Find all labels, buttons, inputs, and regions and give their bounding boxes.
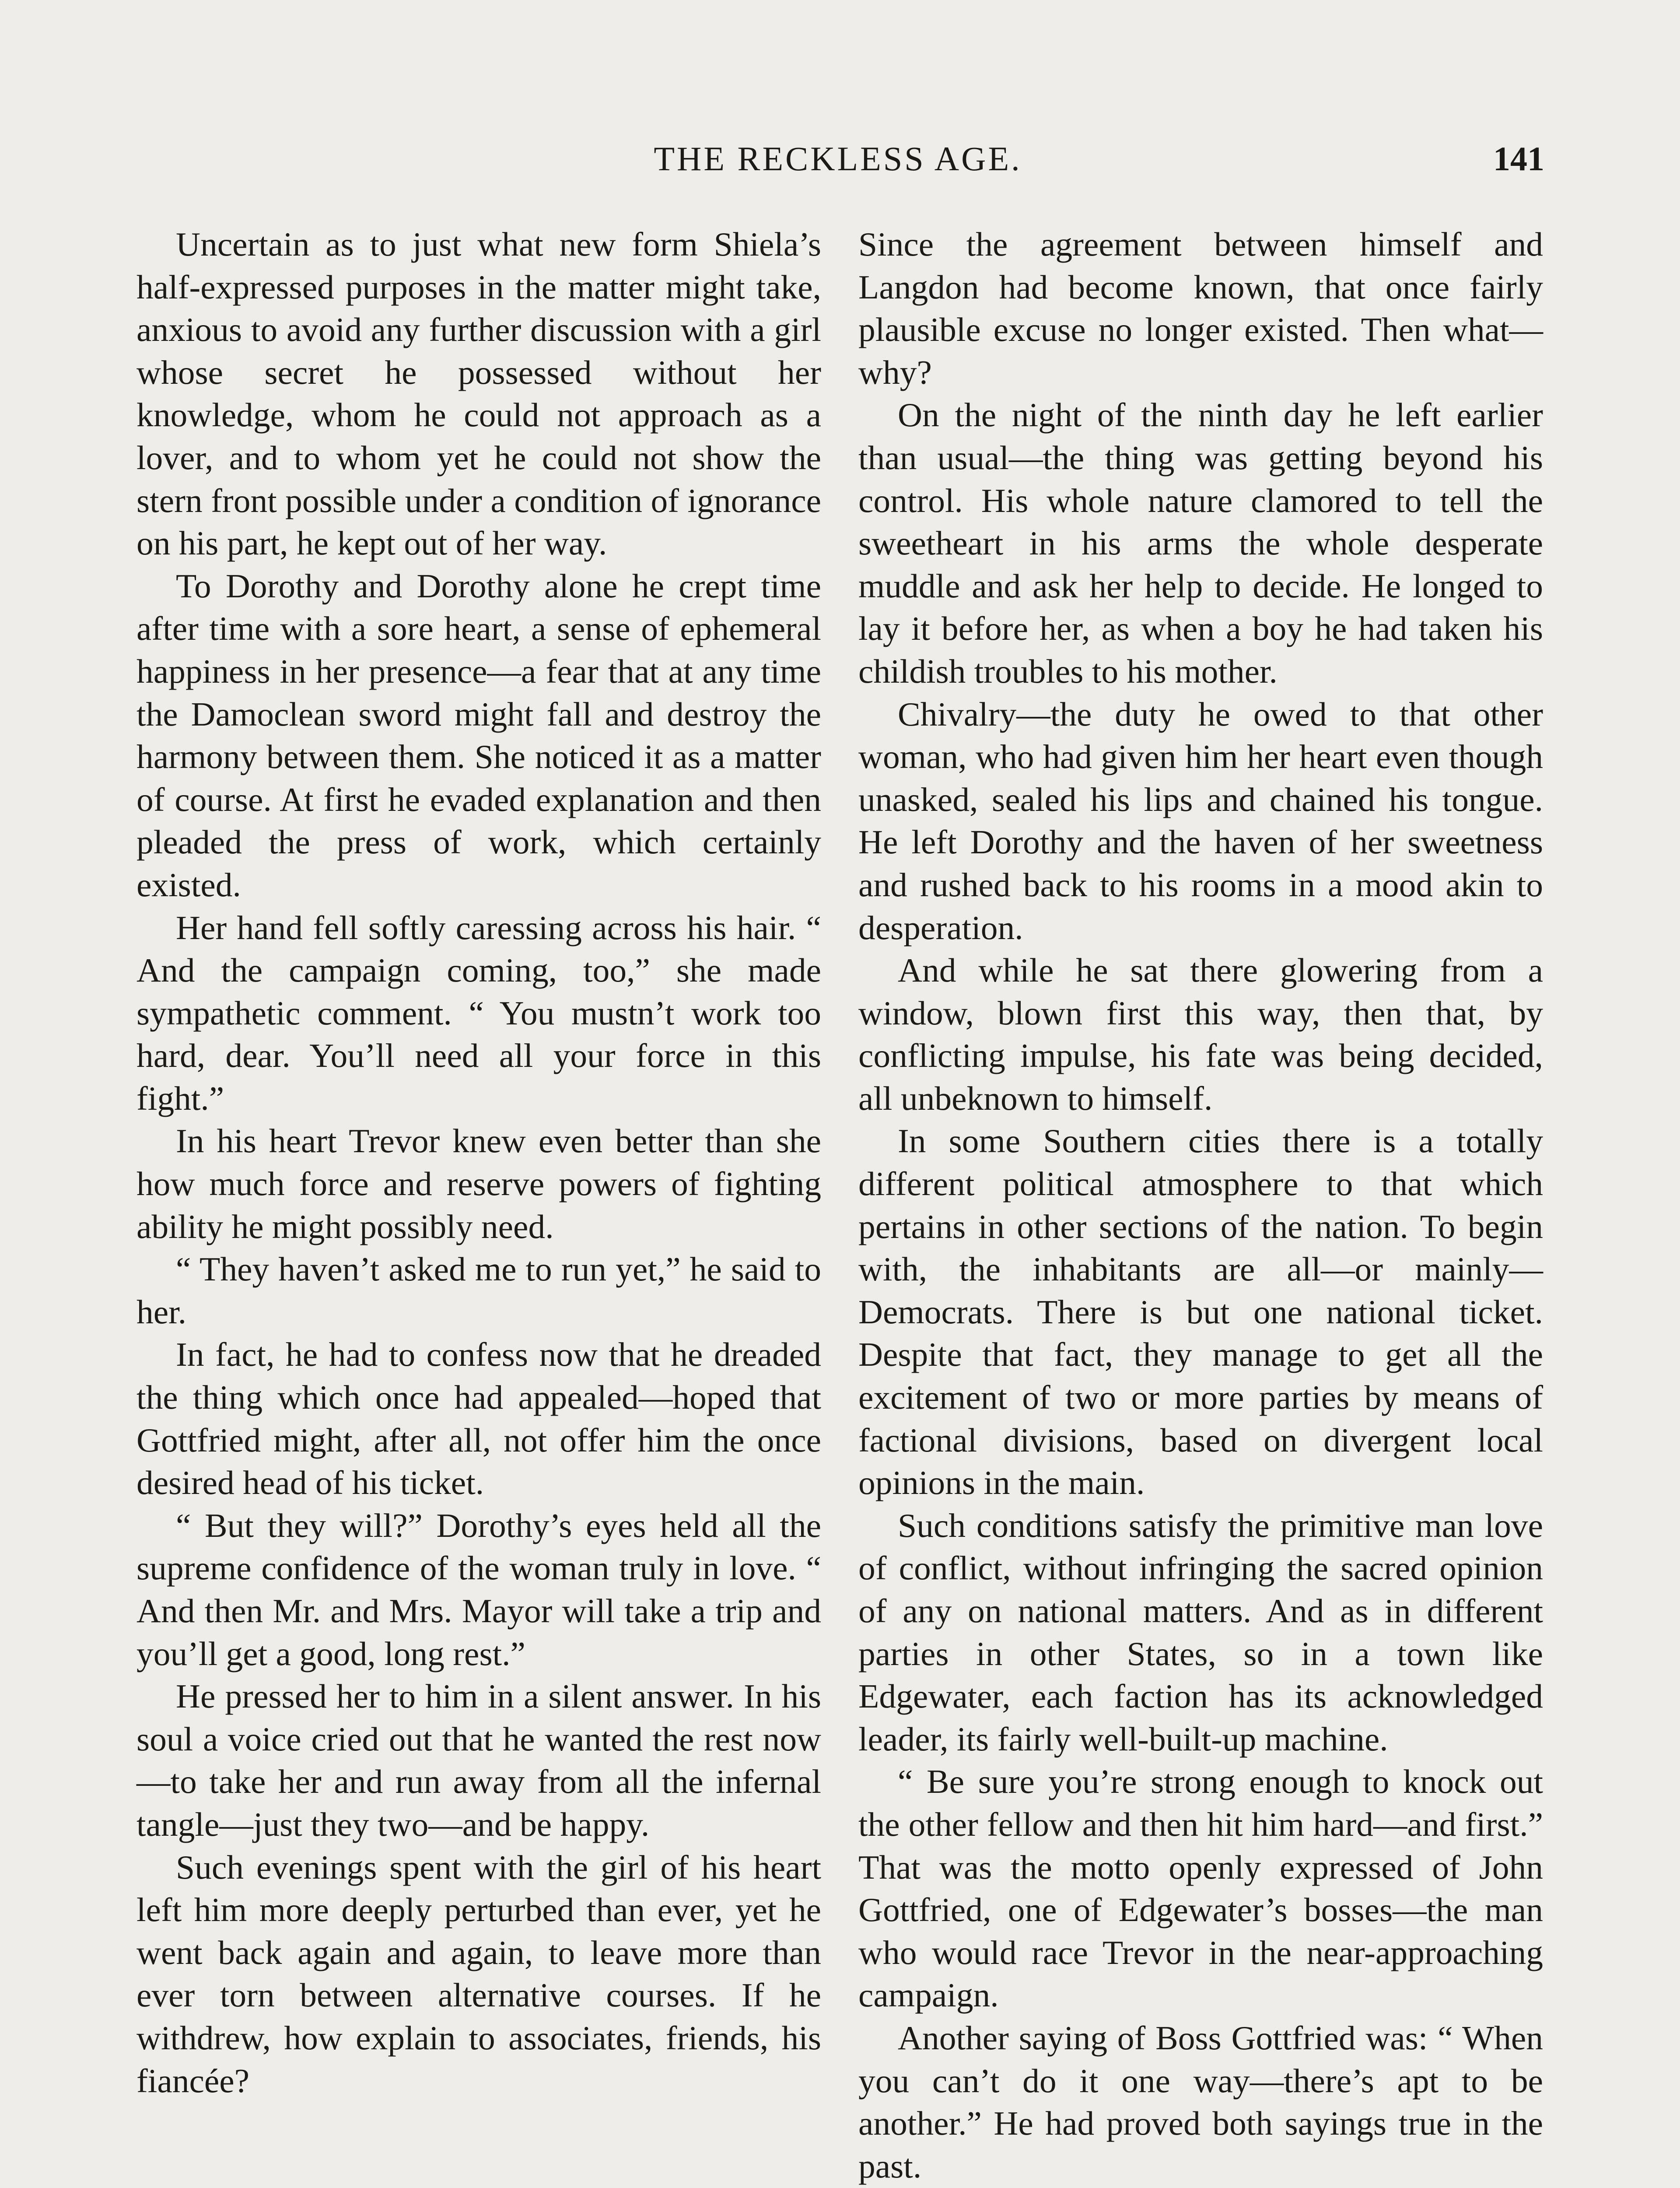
paragraph: In his heart Trevor knew even better than she how much force and reserve powers of fighting ability he might possibly need. <box>136 1122 821 1245</box>
paragraph: Her hand fell softly caressing across his hair. “ And the campaign coming, too,” she made sympathetic comment. “ You mustn’t work too hard, dear. You’ll need all your force in this fight.” <box>136 908 821 1117</box>
page-number: 141 <box>1493 140 1544 178</box>
paragraph: “ But they will?” Dorothy’s eyes held all the supreme confidence of the woman truly in love. “ And then Mr. and Mrs. Mayor will take a trip and you’ll get a good, long rest.” <box>136 1506 821 1673</box>
paragraph: He pressed her to him in a silent answer. In his soul a voice cried out that he wanted the rest now—to take her and run away from all the infernal tangle—just they two—and be happy. <box>136 1677 821 1843</box>
paragraph: And while he sat there glowering from a window, blown first this way, then that, by conflicting impulse, his fate was being decided, all unbeknown to himself. <box>858 951 1543 1117</box>
right-column <box>858 223 1543 2188</box>
paragraph: “ Be sure you’re strong enough to knock out the other fellow and then hit him hard—and first.” That was the motto openly expressed of John Gottfried, one of Edgewater’s bosses—the man who would race Trevor in the near-approaching campaign. <box>858 1763 1543 2014</box>
paragraph: Such evenings spent with the girl of his heart left him more deeply perturbed than ever, yet he went back again and again, to leave more than ever torn between alternative courses. If he withdrew, how explain to associates, friends, his fiancée? <box>136 1848 821 2100</box>
paragraph: In some Southern cities there is a totally different political atmosphere to that which pertains in other sections of the nation. To begin with, the inhabitants are all—or mainly—Democrats. There is but one national ticket. Despite that fact, they manage to get all the excitement of two or more parties by means of factional divisions, based on divergent local opinions in the main. <box>858 1122 1543 1502</box>
paragraph: In fact, he had to confess now that he dreaded the thing which once had appealed—hoped that Gottfried might, after all, not offer him the once desired head of his ticket. <box>136 1336 821 1502</box>
paragraph: To Dorothy and Dorothy alone he crept time after time with a sore heart, a sense of ephemeral happiness in her presence—a fear that at any time the Damoclean sword might fall and destroy the harmony between them. She noticed it as a matter of course. At first he evaded explanation and then pleaded the press of work, which certainly existed. <box>136 567 821 904</box>
paragraph: “ They haven’t asked me to run yet,” he said to her. <box>136 1250 821 1331</box>
paragraph: On the night of the ninth day he left earlier than usual—the thing was getting beyond his control. His whole nature clamored to tell the sweetheart in his arms the whole desperate muddle and ask her help to decide. He longed to lay it before her, as when a boy he had taken his childish troubles to his mother. <box>858 396 1543 690</box>
running-title: THE RECKLESS AGE. <box>654 140 1022 178</box>
left-column <box>136 223 821 2102</box>
paragraph: Chivalry—the duty he owed to that other woman, who had given him her heart even though unasked, sealed his lips and chained his tongue. He left Dorothy and the haven of her sweetness and rushed back to his rooms in a mood akin to desperation. <box>858 695 1543 947</box>
paragraph: Such conditions satisfy the primitive man love of conflict, without infringing the sacred opinion of any on national matters. And as in different parties in other States, so in a town like Edgewater, each faction has its acknowledged leader, its fairly well-built-up machine. <box>858 1506 1543 1758</box>
paragraph-continued: Since the agreement between himself and Langdon had become known, that once fairly plausible excuse no longer existed. Then what—why? <box>858 225 1543 391</box>
paragraph: Another saying of Boss Gottfried was: “ When you can’t do it one way—there’s apt to be another.” He had proved both sayings true in the past. <box>858 2019 1543 2185</box>
paragraph: Uncertain as to just what new form Shiela’s half-expressed purposes in the matter might take, anxious to avoid any further discussion with a girl whose secret he possessed without her knowledge, whom he could not approach as a lover, and to whom yet he could not show the stern front possible under a condition of ignorance on his part, he kept out of her way. <box>136 225 821 562</box>
page-header <box>131 139 1544 192</box>
